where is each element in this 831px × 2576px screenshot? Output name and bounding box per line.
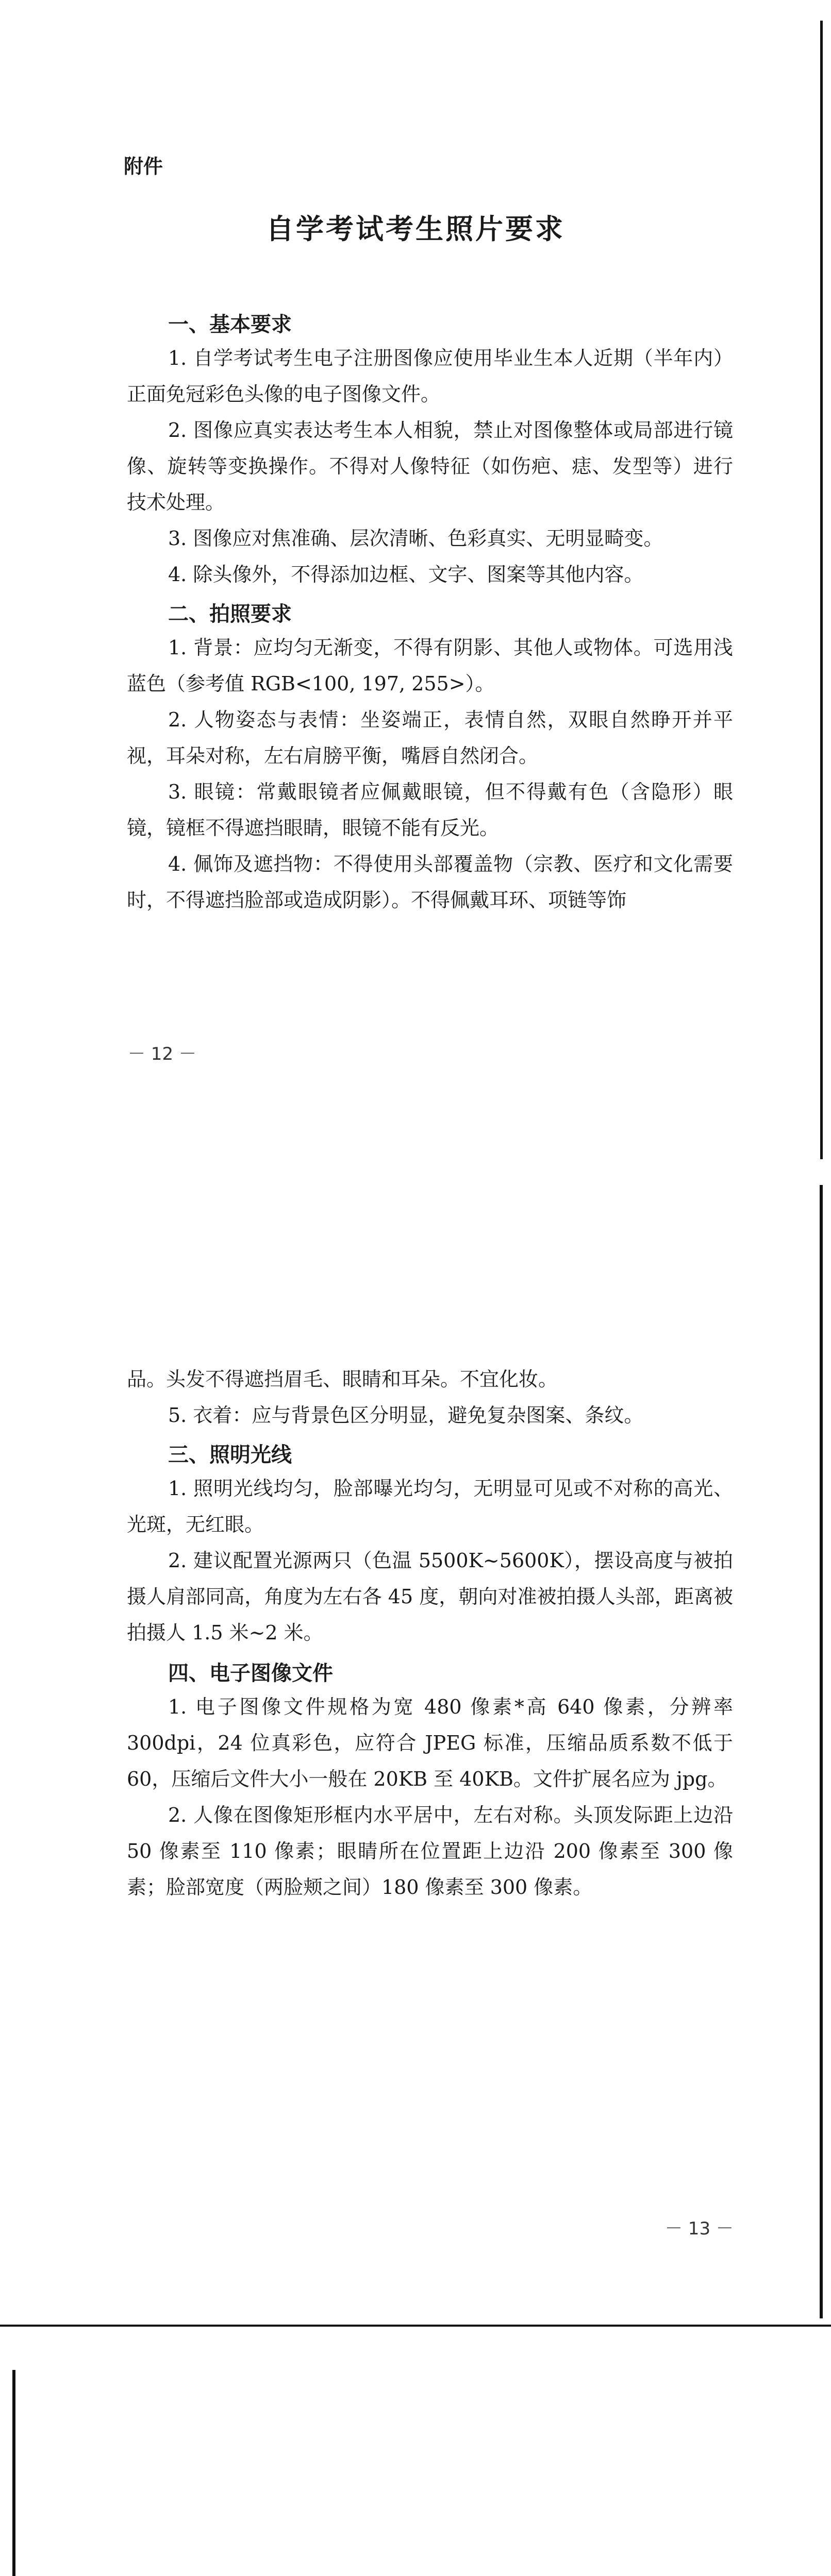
paragraph-photo-2: 2. 人物姿态与表情：坐姿端正，表情自然，双眼自然睁开并平视，耳朵对称，左右肩膀平衡，嘴唇自然闭合。: [127, 708, 733, 767]
scan-edge-right: [820, 1185, 823, 2318]
scan-edge-right: [820, 21, 823, 1159]
paragraph-image-file-2: 2. 人像在图像矩形框内水平居中，左右对称。头顶发际距上边沿 50 像素至 110 像素；眼睛所在位置距上边沿 200 像素至 300 像素；脸部宽度（两脸颊之间）180 像素至 300 像素。: [127, 1804, 733, 1899]
paragraph-photo-5: 5. 衣着：应与背景色区分明显，避免复杂图案、条纹。: [168, 1404, 644, 1427]
page-number: － 13 －: [665, 2218, 734, 2239]
paragraph-photo-4: 4. 佩饰及遮挡物：不得使用头部覆盖物（宗教、医疗和文化需要时，不得遮挡脸部或造成阴影）。不得佩戴耳环、项链等饰: [127, 853, 733, 911]
paragraph-continued: 品。头发不得遮挡眉毛、眼睛和耳朵。不宜化妆。: [127, 1368, 558, 1391]
scan-edge-bottom: [0, 2325, 831, 2327]
paragraph-basic-4: 4. 除头像外，不得添加边框、文字、图案等其他内容。: [168, 563, 644, 586]
section-heading-photo: 二、拍照要求: [168, 602, 292, 626]
paragraph-lighting-2: 2. 建议配置光源两只（色温 5500K~5600K），摆设高度与被拍摄人肩部同高，角度为左右各 45 度，朝向对准被拍摄人头部，距离被拍摄人 1.5 米~2 米。: [127, 1549, 733, 1644]
document-page-2: [0, 1175, 831, 2349]
section-heading-basic: 一、基本要求: [168, 313, 292, 336]
paragraph-photo-1: 1. 背景：应均匀无渐变，不得有阴影、其他人或物体。可选用浅蓝色（参考值 RGB<100, 197, 255>）。: [127, 636, 733, 695]
paragraph-basic-2: 2. 图像应真实表达考生本人相貌，禁止对图像整体或局部进行镜像、旋转等变换操作。不得对人像特征（如伤疤、痣、发型等）进行技术处理。: [127, 419, 733, 514]
section-heading-image-file: 四、电子图像文件: [168, 1662, 333, 1685]
paragraph-basic-3: 3. 图像应对焦准确、层次清晰、色彩真实、无明显畸变。: [168, 527, 663, 550]
section-heading-lighting: 三、照明光线: [168, 1443, 292, 1467]
document-title: 自学考试考生照片要求: [266, 212, 565, 245]
attachment-label: 附件: [124, 155, 163, 178]
paragraph-photo-3: 3. 眼镜：常戴眼镜者应佩戴眼镜，但不得戴有色（含隐形）眼镜，镜框不得遮挡眼睛，眼镜不能有反光。: [127, 781, 733, 839]
paragraph-image-file-1: 1. 电子图像文件规格为宽 480 像素*高 640 像素，分辨率 300dpi，24 位真彩色，应符合 JPEG 标准，压缩品质系数不低于 60，压缩后文件大小一般在 20KB 至 40KB。文件扩展名应为 jpg。: [127, 1696, 733, 1790]
document-page-3: [0, 2349, 831, 2576]
paragraph-lighting-1: 1. 照明光线均匀，脸部曝光均匀，无明显可见或不对称的高光、光斑，无红眼。: [127, 1477, 733, 1536]
scan-edge-left: [12, 2370, 15, 2576]
document-page-1: [0, 0, 831, 1175]
paragraph-basic-1: 1. 自学考试考生电子注册图像应使用毕业生本人近期（半年内）正面免冠彩色头像的电子图像文件。: [127, 347, 733, 405]
page-number: － 12 －: [128, 1044, 196, 1064]
